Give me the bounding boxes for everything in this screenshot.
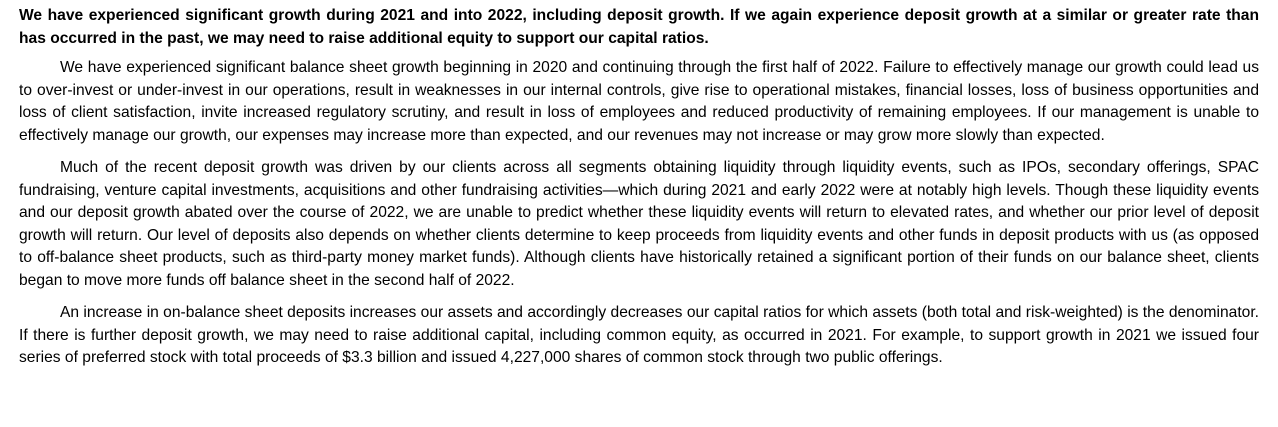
paragraph-capital-ratios: An increase in on-balance sheet deposits increases our assets and accordingly decreases our capital ratios for which assets (both total and risk-weighted) is the denominator. If there is further deposit growth, we may need to raise additional capital, including common equity, as occurred in 2021. For example, to support growth in 2021 we issued four series of preferred stock with total proceeds of $3.3 billion and issued 4,227,000 shares of common stock through two public offerings.: [19, 304, 1259, 366]
paragraph-deposit-growth: Much of the recent deposit growth was driven by our clients across all segments obtaining liquidity through liquidity events, such as IPOs, secondary offerings, SPAC fundraising, venture capital investments, acquisitions and other fundraising activities—which during 2021 and early 2022 were at notably high levels. Though these liquidity events and our deposit growth abated over the course of 2022, we are unable to predict whether these liquidity events will return to elevated rates, and whether our prior level of deposit growth will return. Our level of deposits also depends on whether clients determine to keep proceeds from liquidity events and other funds in deposit products with us (as opposed to off-balance sheet products, such as third-party money market funds). Although clients have historically retained a significant portion of their funds on our balance sheet, clients began to move more funds off balance sheet in the second half of 2022.: [19, 159, 1259, 289]
paragraph-growth-management: We have experienced significant balance sheet growth beginning in 2020 and continuing through the first half of 2022. Failure to effectively manage our growth could lead us to over-invest or under-invest in our operations, result in weaknesses in our internal controls, give rise to operational mistakes, financial losses, loss of business opportunities and loss of client satisfaction, invite increased regulatory scrutiny, and result in loss of employees and reduced productivity of remaining employees. If our management is unable to effectively manage our growth, our expenses may increase more than expected, and our revenues may not increase or may grow more slowly than expected.: [19, 59, 1259, 144]
risk-factor-heading: We have experienced significant growth during 2021 and into 2022, including deposit growth. If we again experience deposit growth at a similar or greater rate than has occurred in the past, we may need to raise additional equity to support our capital ratios.: [19, 7, 1259, 47]
